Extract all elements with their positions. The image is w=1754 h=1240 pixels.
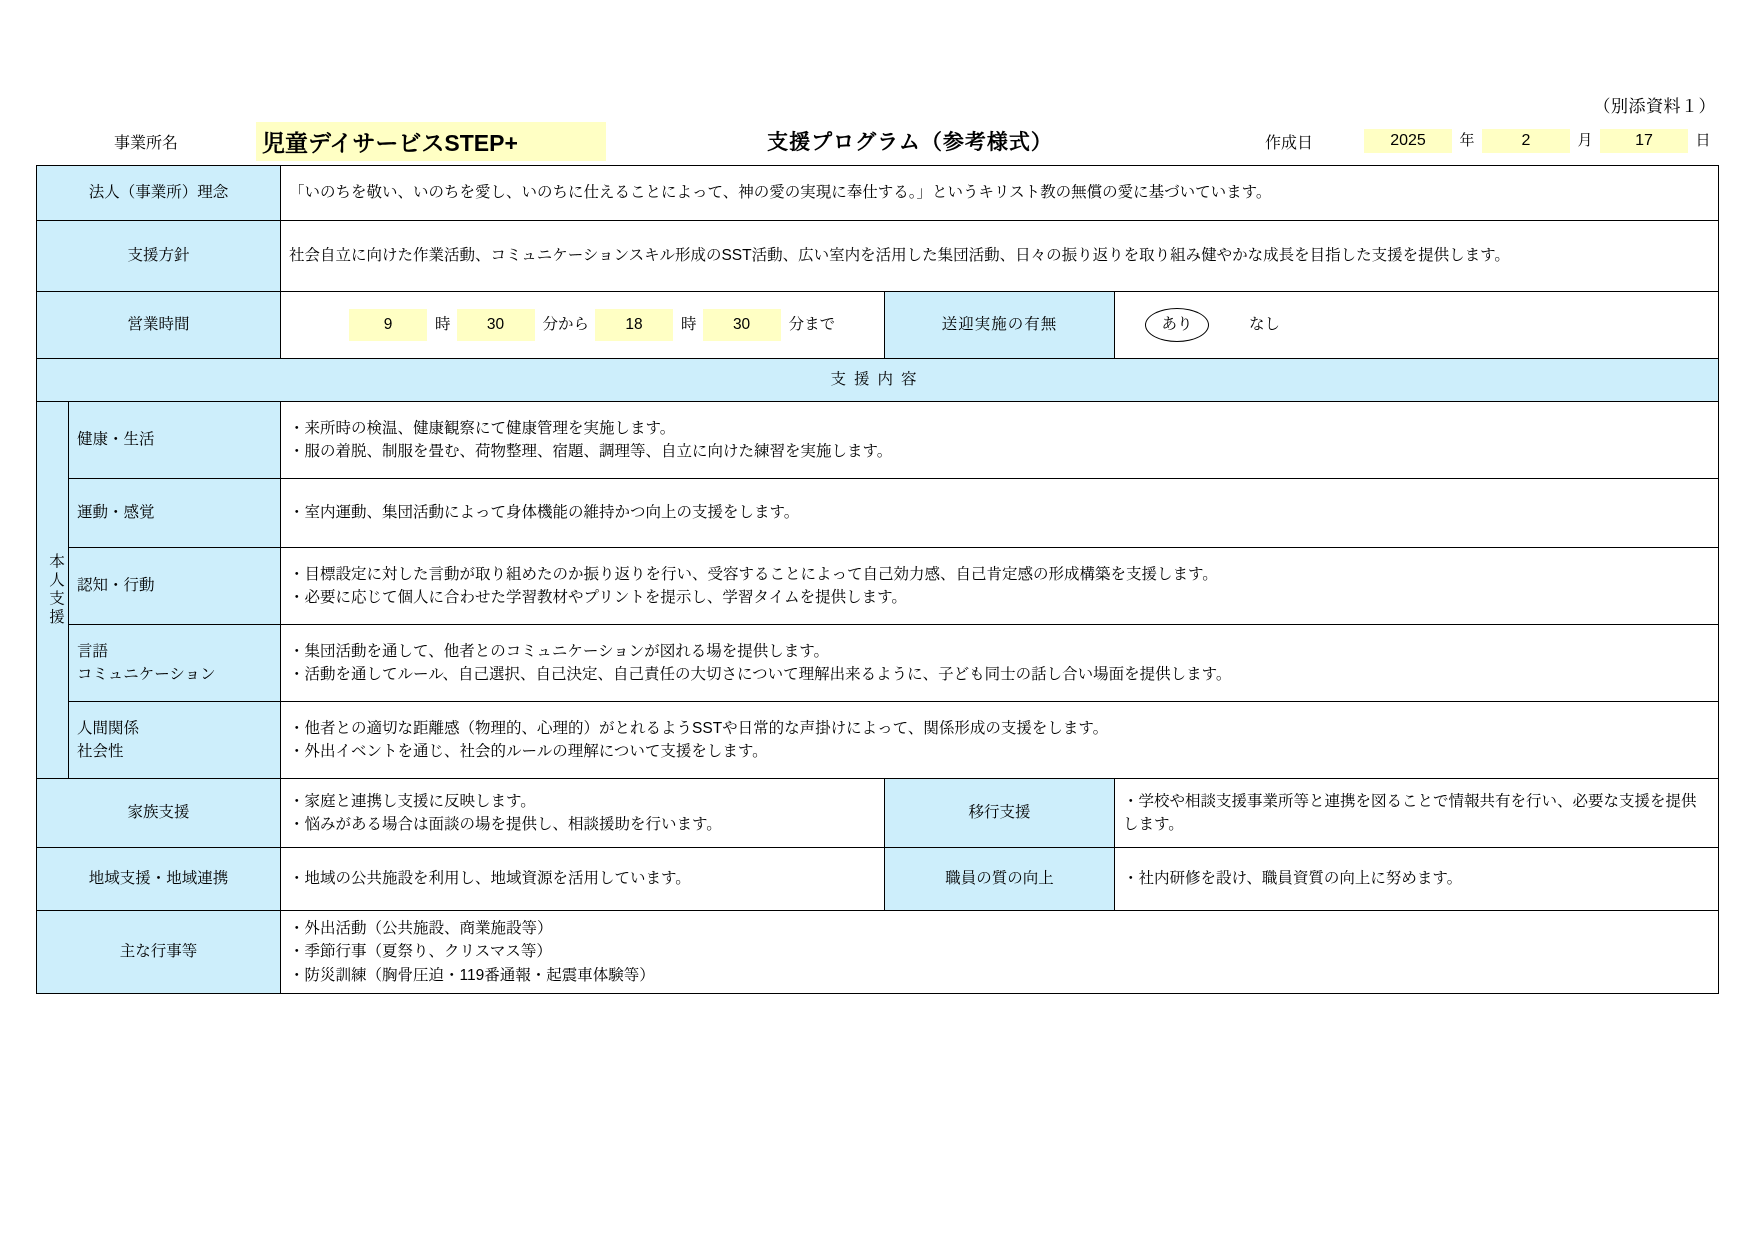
open-hour-unit: 時 [435,316,451,334]
office-name-value: 児童デイサービスSTEP+ [256,122,606,161]
community-support-content [281,848,885,911]
policy-text: 社会自立に向けた作業活動、コミュニケーションスキル形成のSST活動、広い室内を活用した集団活動、日々の振り返りを取り組み健やかな成長を目指した支援を提供します。 [281,221,1719,292]
table-row [37,359,1719,402]
support-item-content-motor [281,479,1719,548]
support-item-label-line: 社会性 [77,743,124,760]
philosophy-label: 法人（事業所）理念 [37,166,281,221]
family-support-label: 家族支援 [37,779,281,848]
table-row [37,402,1719,479]
support-program-table [36,165,1719,994]
close-minute-input[interactable]: 30 [703,309,781,340]
table-row [37,548,1719,625]
open-minute-input[interactable]: 30 [457,309,535,340]
support-line: ・他者との適切な距離感（物理的、心理的）がとれるようSSTや日常的な声掛けによって、関係形成の支援をします。 [289,719,1109,737]
table-row [37,848,1719,911]
close-hour-input[interactable]: 18 [595,309,673,340]
support-item-label-line: コミュニケーション [77,666,216,683]
support-line: ・活動を通してルール、自己選択、自己決定、自己責任の大切さについて理解出来るように、子ども同士の話し合い場面を提供します。 [289,666,1232,683]
open-minute-unit: 分から [542,316,590,334]
date-year-unit: 年 [1459,132,1475,149]
support-item-content-health [281,402,1719,479]
family-support-content [281,779,885,848]
transition-support-content: ・学校や相談支援事業所等と連携を図ることで情報共有を行い、必要な支援を提供します。 [1115,779,1719,848]
close-minute-unit: 分まで [788,316,836,334]
support-line: ・目標設定に対した言動が取り組めたのか振り返りを行い、受容することによって自己効力感、自己肯定感の形成構築を支援します。 [289,565,1218,583]
table-row [37,779,1719,848]
business-hours-label: 営業時間 [37,292,281,359]
support-line: ・地域の公共施設を利用し、地域資源を活用しています。 [289,870,691,888]
table-row [37,625,1719,702]
support-item-content-cognition [281,548,1719,625]
table-row [37,166,1719,221]
pickup-no-option[interactable]: なし [1249,316,1281,334]
attachment-note: （別添資料１） [1593,97,1716,116]
table-row [37,911,1719,994]
date-year-value: 2025 [1364,129,1452,153]
date-day-unit: 日 [1695,132,1711,149]
staff-quality-content: ・社内研修を設け、職員資質の向上に努めます。 [1115,848,1719,911]
staff-quality-label: 職員の質の向上 [885,848,1115,911]
table-row [37,479,1719,548]
pickup-service-label: 送迎実施の有無 [885,292,1115,359]
document-header [36,122,1718,160]
support-item-label-line: 言語 [77,642,109,660]
support-line: ・季節行事（夏祭り、クリスマス等） [289,943,552,961]
support-line: ・外出活動（公共施設、商業施設等） [289,920,553,938]
support-line: ・外出イベントを通じ、社会的ルールの理解について支援をします。 [289,743,768,760]
pickup-yes-option[interactable]: あり [1145,308,1209,342]
page-title: 支援プログラム（参考様式） [767,131,1053,154]
philosophy-text: 「いのちを敬い、いのちを愛し、いのちに仕えることによって、神の愛の実現に奉仕する。」というキリスト教の無償の愛に基づいています。 [281,166,1719,221]
transition-support-label: 移行支援 [885,779,1115,848]
support-line: ・集団活動を通して、他者とのコミュニケーションが図れる場を提供します。 [289,642,830,660]
support-item-label-line: 人間関係 [77,719,140,737]
date-month-value: 2 [1482,129,1570,153]
support-item-label-motor: 運動・感覚 [69,479,281,548]
date-month-unit: 月 [1577,132,1593,149]
policy-label: 支援方針 [37,221,281,292]
main-events-content [281,911,1719,994]
created-date-label: 作成日 [1264,134,1313,152]
main-events-label: 主な行事等 [37,911,281,994]
support-line: ・室内運動、集団活動によって身体機能の維持かつ向上の支援をします。 [289,504,800,522]
self-support-group-label-text: 本人支援 [47,553,64,627]
support-line: ・悩みがある場合は面談の場を提供し、相談援助を行います。 [289,816,722,833]
support-item-content-social [281,702,1719,779]
pickup-service-value [1115,292,1719,359]
support-line: ・家庭と連携し支援に反映します。 [289,792,536,810]
support-item-label-cognition: 認知・行動 [69,548,281,625]
table-row [37,221,1719,292]
business-hours-value [281,292,885,359]
support-item-label-social [69,702,281,779]
support-content-band: 支援内容 [37,359,1719,402]
self-support-group-label [37,402,69,779]
table-row [37,702,1719,779]
support-line: ・防災訓練（胸骨圧迫・119番通報・起震車体験等） [289,966,655,984]
created-date-value [1364,129,1718,153]
support-item-content-language [281,625,1719,702]
support-item-label-language [69,625,281,702]
support-line: ・服の着脱、制服を畳む、荷物整理、宿題、調理等、自立に向けた練習を実施します。 [289,443,893,460]
close-hour-unit: 時 [681,316,697,334]
date-day-value: 17 [1600,129,1688,153]
support-item-label-health: 健康・生活 [69,402,281,479]
office-name-label: 事業所名 [113,134,178,152]
table-row [37,292,1719,359]
support-line: ・必要に応じて個人に合わせた学習教材やプリントを提示し、学習タイムを提供します。 [289,589,907,606]
support-line: ・来所時の検温、健康観察にて健康管理を実施します。 [289,419,676,437]
open-hour-input[interactable]: 9 [349,309,427,340]
community-support-label: 地域支援・地域連携 [37,848,281,911]
